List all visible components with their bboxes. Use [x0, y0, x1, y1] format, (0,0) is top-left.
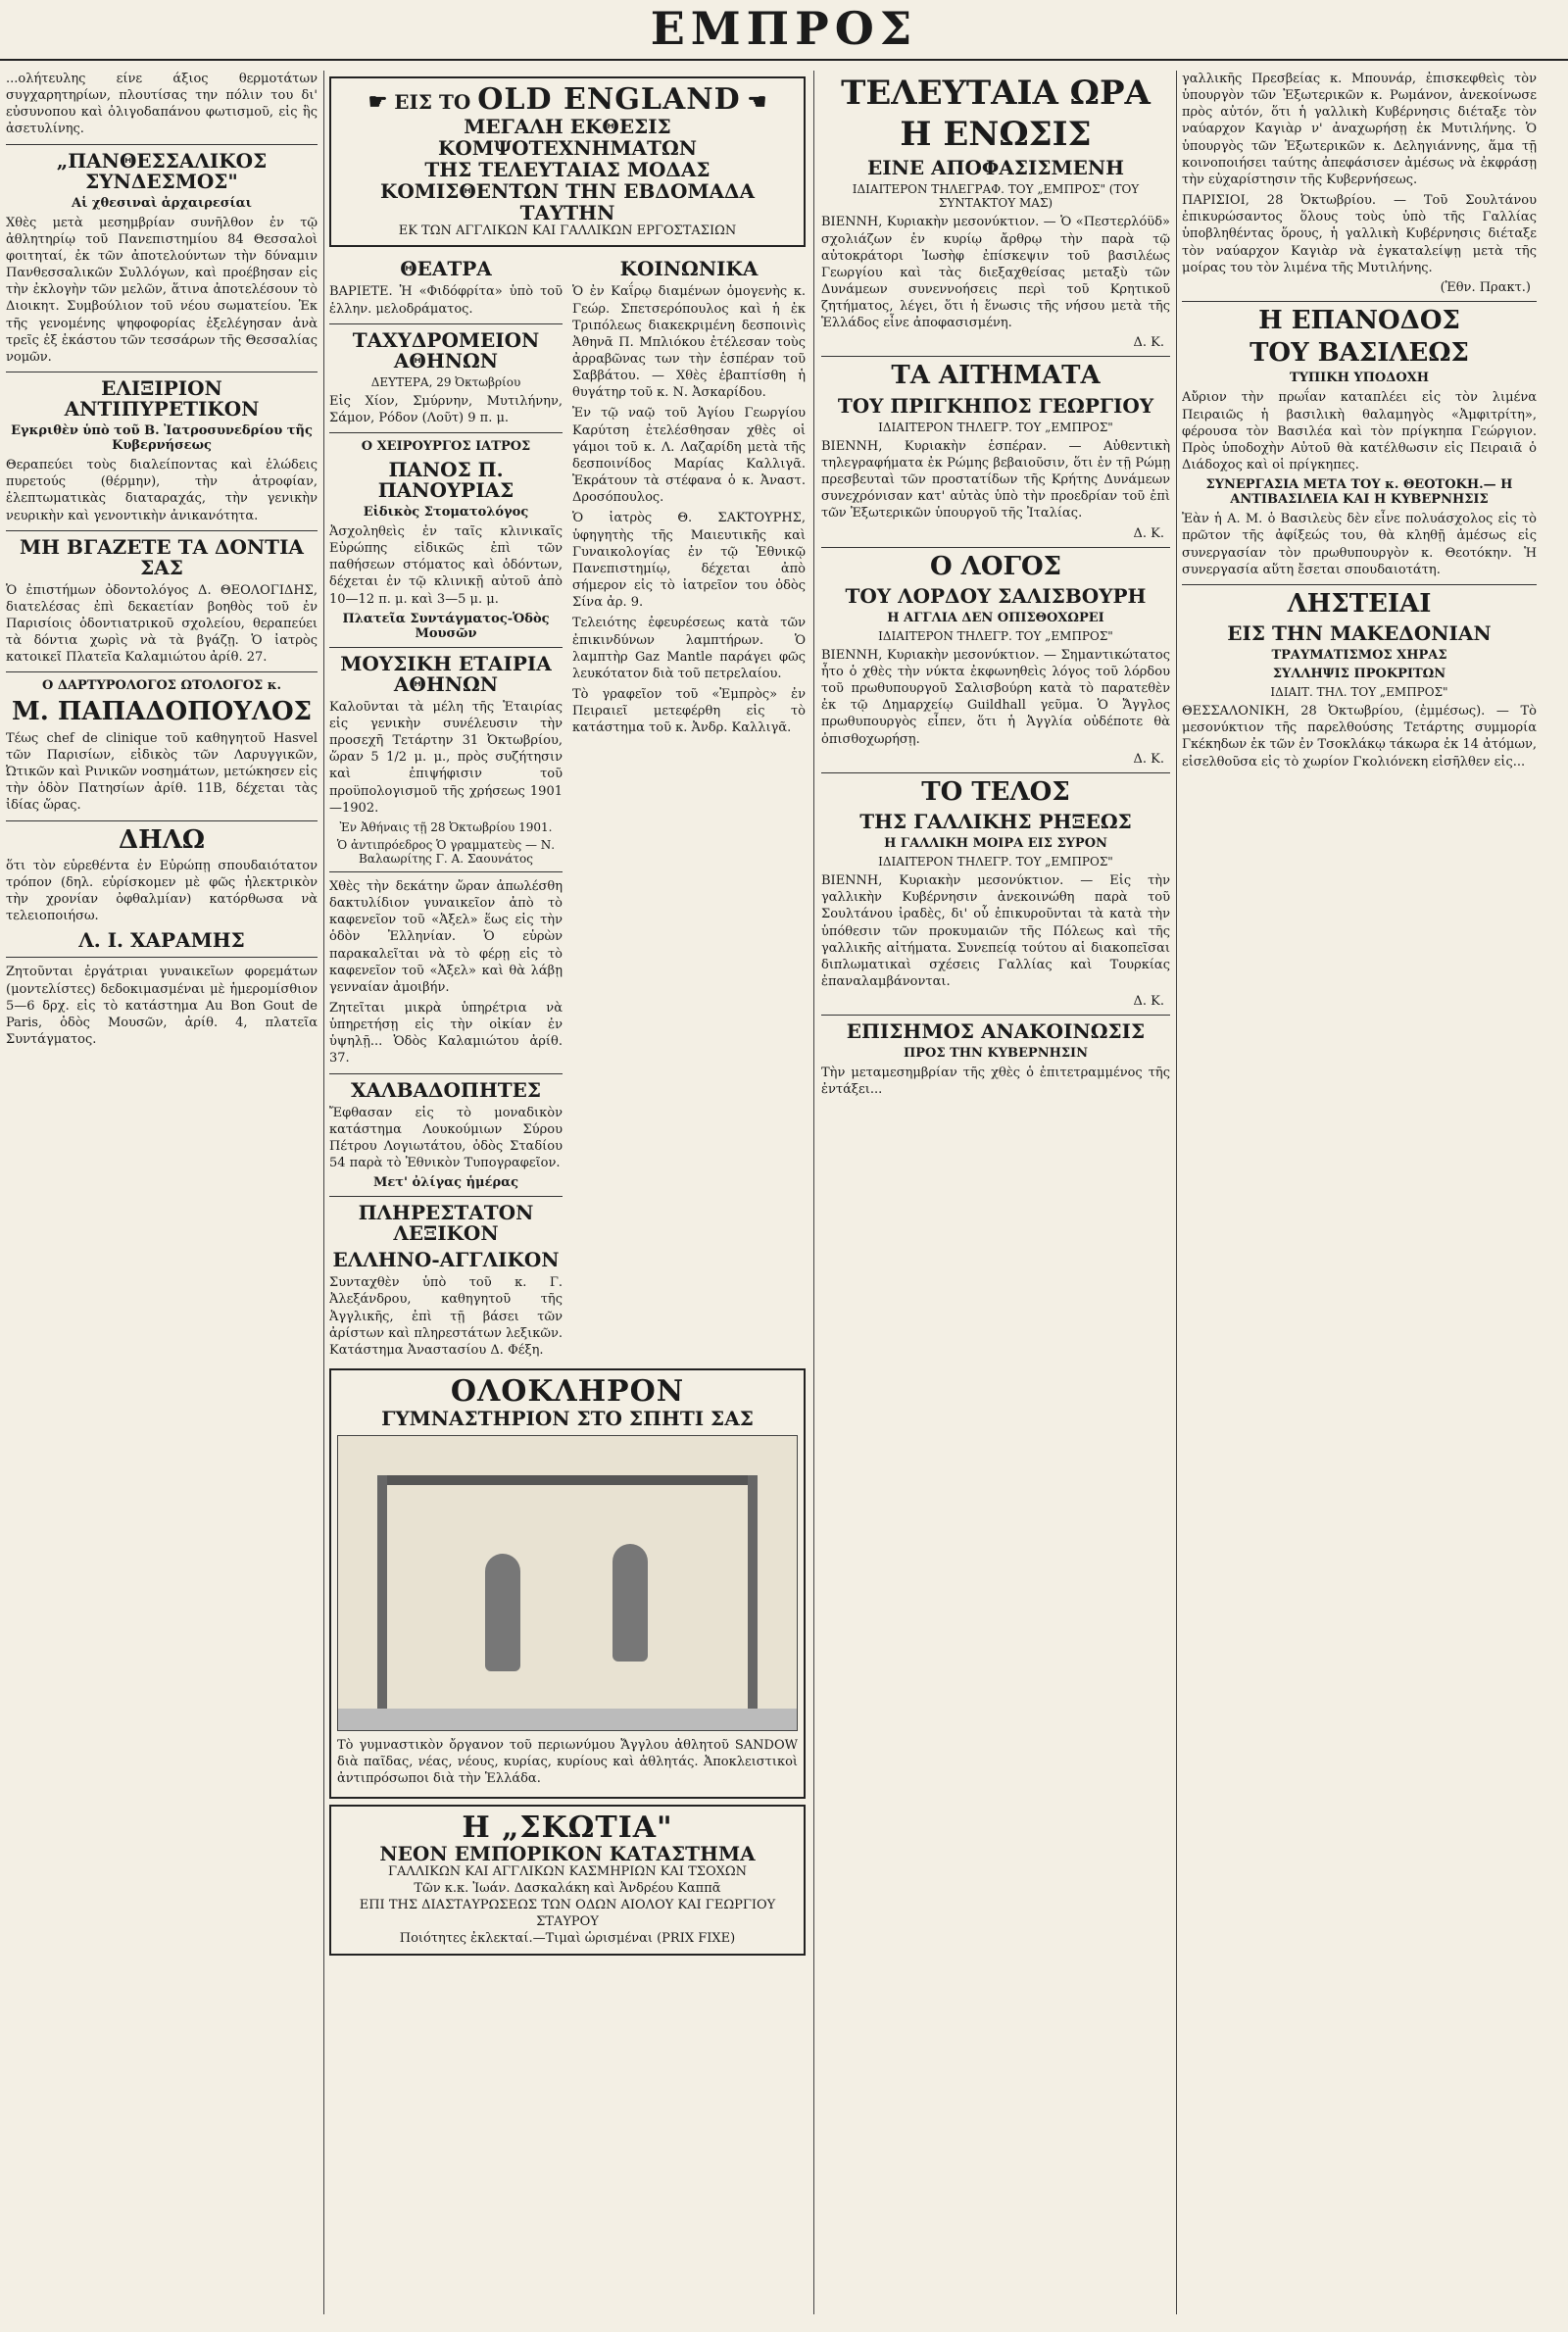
demands-headline: ΤΑ ΑΙΤΗΜΑΤΑ [891, 361, 1101, 391]
banditry-body: ΘΕΣΣΑΛΟΝΙΚΗ, 28 Ὀκτωβρίου, (ἐμμέσως). — Τὸ μεσονύκτιον τῆς παρελθούσης Τετάρτης συμμορία Γκέκηδων ἐκ τῶν ἐν Τσοκλάκῳ τάκωρα ἐκ 14 ἀτόμων, εἰσελθοῦσα εἰς τὸ χωρίον Γκολιόνεκη εἰσῆλθεν εἰς... [1182, 704, 1537, 769]
skotia-line: ΓΑΛΛΙΚΩΝ ΚΑΙ ΑΓΓΛΙΚΩΝ ΚΑΣΜΗΡΙΩΝ ΚΑΙ ΤΣΟΧΩΝ [387, 1864, 748, 1880]
ad-prefix: ΕΙΣ ΤΟ [394, 90, 471, 114]
paris-signature: (Ἐθν. Πρακτ.) [1440, 279, 1531, 295]
athletic-body: Χθὲς μετὰ μεσημβρίαν συνῆλθον ἐν τῷ ἀθλητηρίῳ τοῦ Πανεπιστημίου 84 Θεσσαλοὶ φοιτηταί, ἐκ τῶν ἀποτελούντων τὴν δύναμιν Πανθεσσαλικῶν Συλλόγων, καὶ προέβησαν εἰς τὴν ἐκλογὴν τῶν μελῶν, ἅτινα ἀποτελέσουν τὸ Διοικητ. Συμβούλιον τοῦ νέου σωματείου. Ἐκ τῆς γενομένης ψηφοφορίας ἐξελέγησαν ἀνὰ τρεῖς ἐξ ἑκάστου τῶν τεσσάρων τῆς Θεσσαλίας νομῶν. [6, 215, 318, 365]
lost-body: Χθὲς τὴν δεκάτην ὥραν ἀπωλέσθη δακτυλίδιον γυναικεῖον ἀπὸ τὸ καφενεῖον τοῦ «Ἀξελ» ἕως εἰς τὴν ὁδὸν Ἐλληνίαν. Ὁ εὑρὼν παρακαλεῖται νὰ τὸ φέρῃ εἰς τὸ καφενεῖον τοῦ «Ἀξελ» καὶ θὰ λάβῃ γενναίαν ἀμοιβήν. [329, 878, 563, 995]
skotia-headline: Η „ΣΚΩΤΙΑ" [462, 1810, 673, 1845]
banditry-subhead-2: ΤΡΑΥΜΑΤΙΣΜΟΣ ΧΗΡΑΣ [1271, 648, 1447, 664]
end-signature: Δ. Κ. [1133, 994, 1164, 1010]
dentist-name: Μ. ΠΑΠΑΔΟΠΟΥΛΟΣ [11, 697, 313, 727]
ad-week: ΚΟΜΙΣΘΕΝΤΩΝ ΤΗΝ ΕΒΔΟΜΑΔΑ ΤΑΥΤΗΝ [379, 178, 756, 224]
surgeon-name: ΠΑΝΟΣ Π. ΠΑΝΟΥΡΙΑΣ [377, 458, 514, 503]
paris-dateline: ΠΑΡΙΣΙΟΙ, 28 Ὀκτωβρίου. — Τοῦ Σουλτάνου ἐπικυρώσαντος ὅλους τοὺς ὑπὸ τῆς Γαλλίας ὑποβληθέντας ὅρους, ἡ γαλλικὴ Κυβέρνησις διέταξε τὸν ναύαρχον Καγιὰρ νὰ ἐγκαταλείψῃ μετὰ τῆς μοίρας του τὸν λιμένα τῆς Μυτιλήνης. [1182, 193, 1537, 275]
demands-signature: Δ. Κ. [1133, 525, 1164, 541]
social-body-2: Ἐν τῷ ναῷ τοῦ Ἁγίου Γεωργίου Καρύτση ἐτελέσθησαν χθὲς οἱ γάμοι τοῦ κ. Λ. Λαζαρίδη μετὰ τῆς δεσποινίδος Μαρίας Καλλιγᾶ. Ἐκράτουν τὰ στέφανα ὁ κ. Ἀναστ. Δροσόπουλος. [572, 406, 806, 506]
gym-subhead: ΓΥΜΝΑΣΤΗΡΙΟΝ ΣΤΟ ΣΠΗΤΙ ΣΑΣ [381, 1406, 754, 1430]
union-subhead: ΕΙΝΕ ΑΠΟΦΑΣΙΣΜΕΝΗ [866, 156, 1125, 180]
music-signature: Ὁ ἀντιπρόεδρος Ὁ γραμματεὺς — Ν. Βαλαωρίτης Γ. Α. Σαουνάτος [336, 837, 556, 866]
end-headline: ΤΟ ΤΕΛΟΣ [921, 776, 1070, 807]
paper-body: Τὸ γραφεῖον τοῦ «Ἐμπρὸς» ἐν Πειραιεῖ μετεφέρθη εἰς τὸ κατάστημα τοῦ κ. Ἀνδρ. Καλλιγᾶ. [572, 686, 806, 736]
dentist-body: Τέως chef de clinique τοῦ καθηγητοῦ Hasvel τῶν Παρισίων, εἰδικὸς τῶν Λαρυγγικῶν, Ὠτικῶν καὶ Ρινικῶν νοσημάτων, μετώκησεν εἰς τὴν ὁδὸν Πατησίων ἀρίθ. 11Β, δέχεται τὰς ἰδίας ὥρας. [6, 730, 318, 814]
teeth-body: Ὁ ἐπιστήμων ὀδοντολόγος Δ. ΘΕΟΛΟΓΙΔΗΣ, διατελέσας ἐπὶ δεκαετίαν βοηθὸς τοῦ ἐν Παρισίοις ὀδοντιατρικοῦ σχολείου, θεραπεύει τὰ δόντια χωρὶς νὰ τὰ βγάζῃ. Ὁ ἰατρὸς κατοικεῖ Πλατεῖα Καλαμιώτου ἀρίθ. 27. [6, 582, 318, 666]
music-headline: ΜΟΥΣΙΚΗ ΕΤΑΙΡΙΑ ΑΘΗΝΩΝ [340, 651, 552, 696]
doctor-body: Ὁ ἰατρὸς Θ. ΣΑΚΤΟΥΡΗΣ, ὑφηγητὴς τῆς Μαιευτικῆς καὶ Γυναικολογίας ἐν τῷ Ἐθνικῷ Πανεπιστημίῳ, δέχεται ἀπὸ σήμερον εἰς τὸ ἰατρεῖον του ὁδὸς Σίνα ἀρ. 9. [572, 511, 806, 611]
column-2-left [329, 253, 563, 1363]
dictionary-headline: ΠΛΗΡΕΣΤΑΤΟΝ ΛΕΞΙΚΟΝ [358, 1201, 534, 1246]
speech-subhead: ΤΟΥ ΛΟΡΔΟΥ ΣΑΛΙΣΒΟΥΡΗ [845, 583, 1147, 608]
notice-body: ὅτι τὸν εὑρεθέντα ἐν Εὐρώπῃ σπουδαιότατον τρόπον (δηλ. εὑρίσκομεν μὲ φῶς ἠλεκτρικὸν τὴν χρονίαν ὀφθαλμίαν) κατόρθωσα νὰ τελειοποιήσω. [6, 858, 318, 924]
union-signature: Δ. Κ. [1133, 335, 1164, 351]
skotia-owners: Τῶν κ.κ. Ἰωάν. Δασκαλάκη καὶ Ἀνδρέου Καππᾶ [414, 1881, 721, 1897]
return-subhead-2: ΤΥΠΙΚΗ ΥΠΟΔΟΧΗ [1289, 371, 1430, 386]
return-subhead: ΤΟΥ ΒΑΣΙΛΕΩΣ [1250, 338, 1469, 369]
theatre-body: ΒΑΡΙΕΤΕ. Ἡ «Φιδόφρίτα» ὑπὸ τοῦ ἑλλην. μελοδράματος. [329, 284, 563, 317]
masthead-rule [0, 59, 1568, 61]
speech-subhead-2: Η ΑΓΓΛΙΑ ΔΕΝ ΟΠΙΣΘΟΧΩΡΕΙ [887, 610, 1104, 625]
union-byline: ΙΔΙΑΙΤΕΡΟΝ ΤΗΛΕΓΡΑΦ. ΤΟΥ „ΕΜΠΡΟΣ" (ΤΟΥ ΣΥΝΤΑΚΤΟΥ ΜΑΣ) [852, 182, 1140, 211]
skotia-address: ΕΠΙ ΤΗΣ ΔΙΑΣΤΑΥΡΩΣΕΩΣ ΤΩΝ ΟΔΩΝ ΑΙΟΛΟΥ ΚΑΙ ΓΕΩΡΓΙΟΥ ΣΤΑΥΡΟΥ [359, 1898, 776, 1930]
return-body: Αὔριον τὴν πρωΐαν καταπλέει εἰς τὸν λιμένα Πειραιῶς ἡ βασιλικὴ θαλαμηγὸς «Ἀμφιτρίτη», φέρουσα τὸν Βασιλέα καὶ τὸν πρίγκηπα Γεώργιον. Πρὸς ὑποδοχὴν Αὐτοῦ θὰ κατέλθωσιν εἰς Πειραιᾶ ὁ Διάδοχος καὶ οἱ πρίγκηπες. [1182, 390, 1537, 473]
dictionary-name: ΕΛΛΗΝΟ-ΑΓΓΛΙΚΟΝ [332, 1248, 560, 1272]
dye-body: Ἔφθασαν εἰς τὸ μοναδικὸν κατάστημα Λουκούμιων Σύρου Πέτρου Λογιωτάτου, ὁδὸς Σταδίου 54 παρὰ τὸ Ἐθνικὸν Τυπογραφεῖον. [329, 1105, 563, 1171]
pointing-hand-icon: ☛ [368, 89, 388, 115]
surgeon-address: Πλατεῖα Συντάγματος-Ὁδὸς Μουσῶν [342, 611, 550, 641]
ad-factories: ΕΚ ΤΩΝ ΑΓΓΛΙΚΩΝ ΚΑΙ ΓΑΛΛΙΚΩΝ ΕΡΓΟΣΤΑΣΙΩΝ [398, 223, 737, 238]
post-body: Εἰς Χίον, Σμύρνην, Μυτιλήνην, Σάμον, Ρόδον (Λοῦτ) 9 π. μ. [329, 393, 563, 425]
continued-body: γαλλικῆς Πρεσβείας κ. Μπουνάρ, ἐπισκεφθεὶς τὸν ὑπουργὸν τῶν Ἐξωτερικῶν κ. Ρωμάνον, ἀνεκοίνωσε πρὸς αὐτόν, ὅτι ἡ γαλλικὴ Κυβέρνησις διέταξε τὸν ναύαρχον Καγιὰρ ν' ἀναχωρήσῃ ἐκ Μυτιλήνης. Ὁ ὑπουργὸς τῶν Ἐξωτερικῶν κ. Δεληγιάννης, ἅμα τῇ κοινοποιήσει ταύτης ἀπεφάσισεν ἀμέσως νὰ ἐκφράσῃ τὴν εὐχαρίστησιν τῆς Κυβερνήσεως. [1182, 72, 1537, 187]
skotia-footer: Ποιότητες ἐκλεκταί.—Τιμαὶ ὡρισμέναι (PRIX FIXE) [399, 1931, 736, 1947]
old-england-ad [329, 76, 806, 247]
post-headline: ΤΑΧΥΔΡΟΜΕΙΟΝ ΑΘΗΝΩΝ [352, 327, 540, 372]
teeth-headline: ΜΗ ΒΓΑΖΕΤΕ ΤΑ ΔΟΝΤΙΑ ΣΑΣ [20, 534, 304, 579]
epistle-body: Τὴν μεταμεσημβρίαν τῆς χθὲς ὁ ἐπιτετραμμένος τῆς ἐντάξει... [821, 1066, 1170, 1098]
social-headline: ΚΟΙΝΩΝΙΚΑ [619, 257, 759, 281]
column-3 [821, 71, 1170, 2314]
return-headline: Η ΕΠΑΝΟΔΟΣ [1258, 305, 1460, 335]
dye-extra: Μετ' ὀλίγας ἡμέρας [372, 1175, 519, 1191]
gym-illustration [337, 1435, 798, 1731]
notice-signature: Λ. Ι. ΧΑΡΑΜΗΣ [78, 928, 245, 953]
masthead [0, 0, 1568, 69]
speech-headline: Ο ΛΟΓΟΣ [929, 551, 1061, 581]
column-4 [1182, 71, 1537, 2314]
return-body-2: Ἐὰν ἡ Α. Μ. ὁ Βασιλεὺς δὲν εἶνε πολυάσχολος εἰς τὸ πρῶτον τῆς ἀφίξεώς του, θὰ κληθῇ ἀμέσως εἰς συνεργασίαν τὸν πρωθυπουργὸν κ. Θεοτόκην. Ἡ συνεργασία αὕτη ἔσεται σπουδαιοτάτη. [1182, 512, 1537, 577]
pointing-hand-icon: ☚ [747, 89, 767, 115]
return-mid: ΣΥΝΕΡΓΑΣΙΑ ΜΕΤΑ ΤΟΥ κ. ΘΕΟΤΟΚΗ.— Η ΑΝΤΙΒΑΣΙΛΕΙΑ ΚΑΙ Η ΚΥΒΕΡΝΗΣΙΣ [1205, 477, 1513, 508]
demands-subhead: ΤΟΥ ΠΡΙΓΚΗΠΟΣ ΓΕΩΡΓΙΟΥ [837, 393, 1154, 418]
surgeon-specialty: Εἰδικὸς Στοματολόγος [363, 505, 529, 521]
social-body: Ὁ ἐν Καΐρῳ διαμένων ὁμογενὴς κ. Γεώρ. Σπετσερόπουλος καὶ ἡ ἐκ Τριπόλεως διακεκριμένη δεσποινὶς Ἀθηνᾶ Π. Μπλιόκου ἐτέλεσαν τοὺς ἀρραβῶνας των τὴν ἑσπέραν τοῦ Σαββάτου. — Χθὲς ἐβαπτίσθη ἡ θυγάτηρ τοῦ κ. Ν. Ἀσκαρίδου. [572, 284, 806, 401]
music-body: Καλοῦνται τὰ μέλη τῆς Ἑταιρίας εἰς γενικὴν συνέλευσιν τὴν προσεχῆ Τετάρτην 31 Ὀκτωβρίου, ὥραν 5 1/2 μ. μ., πρὸς συζήτησιν καὶ ἐπιψήφισιν τοῦ προϋπολογισμοῦ τῆς χρήσεως 1901—1902. [329, 699, 563, 816]
gymnasium-ad [329, 1368, 806, 1799]
medicine-headline: ΕΛΙΞΙΡΙΟΝ ΑΝΤΙΠΥΡΕΤΙΚΟΝ [64, 376, 260, 422]
gym-body: Τὸ γυμναστικὸν ὄργανον τοῦ περιωνύμου Ἄγγλου ἀθλητοῦ SANDOW διὰ παῖδας, νέας, νέους, κυρίας, κυρίους καὶ ἀθλητάς. Ἀποκλειστικοὶ ἀντιπρόσωποι διὰ τὴν Ἑλλάδα. [337, 1737, 798, 1786]
notice-headline: ΔΗΛΩ [118, 824, 206, 855]
music-date: Ἐν Ἀθήναις τῇ 28 Ὀκτωβρίου 1901. [339, 819, 553, 834]
tele-body: Τελειότης ἐφευρέσεως κατὰ τῶν ἐπικινδύνων λαμπτήρων. Ὁ λαμπτὴρ Gaz Mantle παράγει φῶς λευκότατον διὰ τοῦ πετρελαίου. [572, 616, 806, 681]
athletic-subhead: Αἱ χθεσιναὶ ἀρχαιρεσίαι [72, 195, 252, 211]
surgeon-body: Ἀσχοληθεὶς ἐν ταῖς κλινικαῖς Εὐρώπης εἰδικῶς ἐπὶ τῶν παθήσεων στόματος καὶ ὀδόντων, δέχεται ἐν τῷ κλινικῇ αὐτοῦ ἀπὸ 10—12 π. μ. καὶ 3—5 μ. μ. [329, 524, 563, 607]
medicine-body: Θεραπεύει τοὺς διαλείποντας καὶ ἑλώδεις πυρετούς (θέρμην), τὴν ἀτροφίαν, ἐλεπτωματικὰς διαταραχάς, τὴν γενικὴν νευρικὴν καὶ γενοντικὴν ἀνικανότητα. [6, 458, 318, 523]
demands-byline: ΙΔΙΑΙΤΕΡΟΝ ΤΗΛΕΓΡ. ΤΟΥ „ΕΜΠΡΟΣ" [878, 420, 1113, 434]
epistle-headline: ΕΠΙΣΗΜΟΣ ΑΝΑΚΟΙΝΩΣΙΣ [846, 1019, 1146, 1044]
dentist-label: Ο ΔΑΡΤΥΡΟΛΟΓΟΣ ΩΤΟΛΟΓΟΣ κ. [41, 678, 282, 694]
ad-store-name: OLD ENGLAND [477, 82, 741, 117]
ad-exhibit: ΜΕΓΑΛΗ ΕΚΘΕΣΙΣ ΚΟΜΨΟΤΕΧΝΗΜΑΤΩΝ [437, 114, 698, 160]
column-divider [813, 71, 814, 2314]
theatre-headline: ΘΕΑΤΡΑ [400, 257, 492, 281]
ad-fashion: ΤΗΣ ΤΕΛΕΥΤΑΙΑΣ ΜΟΔΑΣ [424, 157, 710, 181]
banditry-subhead: ΕΙΣ ΤΗΝ ΜΑΚΕΔΟΝΙΑΝ [1227, 621, 1492, 646]
skotia-ad [329, 1805, 806, 1956]
post-date: ΔΕΥΤΕΡΑ, 29 Ὀκτωβρίου [370, 374, 521, 389]
union-headline: Η ΕΝΩΣΙΣ [900, 114, 1092, 154]
column-1 [6, 71, 318, 2314]
column-divider [323, 71, 324, 2314]
end-byline: ΙΔΙΑΙΤΕΡΟΝ ΤΗΛΕΓΡ. ΤΟΥ „ΕΜΠΡΟΣ" [878, 855, 1113, 869]
speech-body: ΒΙΕΝΝΗ, Κυριακὴν μεσονύκτιον. — Σημαντικώτατος ἦτο ὁ χθὲς τὴν νύκτα ἐκφωνηθεὶς λόγος τοῦ λόρδου τοῦ πρωθυπουργοῦ Σαλισβούρη κατὰ τὸ παρατεθὲν ἐκ τῷ Δημαρχείῳ Guildhall γεῦμα. Ὁ Ἄγγλος πρωθυπουργὸς εἶπεν, ὅτι ἡ Ἀγγλία οὐδέποτε θὰ ὀπισθοχωρήσῃ. [821, 647, 1170, 747]
column-divider [1176, 71, 1177, 2314]
end-subhead-2: Η ΓΑΛΛΙΚΗ ΜΟΙΡΑ ΕΙΣ ΣΥΡΟΝ [884, 836, 1107, 852]
skotia-subhead: ΝΕΟΝ ΕΜΠΟΡΙΚΟΝ ΚΑΤΑΣΤΗΜΑ [379, 1842, 756, 1866]
end-body: ΒΙΕΝΝΗ, Κυριακὴν μεσονύκτιον. — Εἰς τὴν γαλλικὴν Κυβέρνησιν ἀνεκοινώθη παρὰ τοῦ Σουλτάνου ἰραδὲς, δι' οὗ ἐπικυροῦνται τὰ κατὰ τὴν ὑπόθεσιν τῶν προκυμαιῶν τῆς Πόλεως καὶ τῆς γαλλικῆς αἰτήματα. Συνεπείᾳ τούτου αἱ διακοπεῖσαι διπλωματικαὶ σχέσεις Γαλλίας καὶ Τουρκίας ἐπαναλαμβάνονται. [821, 873, 1170, 990]
surgeon-label: Ο ΧΕΙΡΟΥΡΓΟΣ ΙΑΤΡΟΣ [361, 439, 531, 455]
union-body: ΒΙΕΝΝΗ, Κυριακὴν μεσονύκτιον. — Ὁ «Πεστερλόϋδ» σχολιάζων ἐν κυρίῳ ἄρθρῳ τὴν παρὰ τῷ αὐτοκράτορι Ἰωσὴφ ἐπίσκεψιν τοῦ βασιλέως Γεωργίου καὶ τὰς διεξαχθείσας μεταξὺ τῶν Δυνάμεων συνεννοήσεις περὶ τοῦ Κρητικοῦ ζητήματος, λέγει, ὅτι ἡ ἕνωσις τῆς νήσου μετὰ τῆς Ἑλλάδος εἶνε ἀποφασισμένη. [821, 215, 1170, 331]
demands-body: ΒΙΕΝΝΗ, Κυριακὴν ἑσπέραν. — Αὐθεντικὴ τηλεγραφήματα ἐκ Ρώμης βεβαιοῦσιν, ὅτι ἐν τῇ Ρώμῃ πρεσβευταὶ τῶν προστατίδων τῆς Κρήτης Δυνάμεων συνεχρόνισαν κατ' αὐτὰς ὑπὸ τὴν προεδρίαν τοῦ ἐπὶ τῶν Ἐξωτερικῶν ὑπουργοῦ τῆς Ἰταλίας. [821, 438, 1170, 521]
column-2 [329, 71, 806, 2314]
speech-byline: ΙΔΙΑΙΤΕΡΟΝ ΤΗΛΕΓΡ. ΤΟΥ „ΕΜΠΡΟΣ" [878, 628, 1113, 643]
footer-ad: Ζητοῦνται ἐργάτριαι γυναικεῖων φορεμάτων (μοντελίστες) δεδοκιμασμέναι μὲ ἡμερομίσθιον 5—6 δρχ. εἰς τὸ κατάστημα Au Bon Gout de Paris, ὁδὸς Μουσῶν, ἀρίθ. 4, πλατεῖα Συντάγματος. [6, 965, 318, 1048]
gym-headline: ΟΛΟΚΛΗΡΟΝ [450, 1374, 685, 1410]
column-2-split [329, 253, 806, 1363]
medicine-subhead: Εγκριθὲν ὑπὸ τοῦ Β. Ἰατροσυνεδρίου τῆς Κυβερνήσεως [11, 423, 313, 454]
want-body: Ζητεῖται μικρὰ ὑπηρέτρια νὰ ὑπηρετήσῃ εἰς τὴν οἰκίαν ἐν ὑψηλῇ... Ὁδὸς Καλαμιώτου ἀρίθ. 37. [329, 1000, 563, 1067]
banditry-byline: ΙΔΙΑΙΤ. ΤΗΛ. ΤΟΥ „ΕΜΠΡΟΣ" [1270, 685, 1448, 700]
speech-signature: Δ. Κ. [1133, 751, 1164, 767]
dye-headline: ΧΑΛΒΑΔΟΠΗΤΕΣ [351, 1077, 541, 1102]
end-subhead: ΤΗΣ ΓΑΛΛΙΚΗΣ ΡΗΞΕΩΣ [859, 810, 1132, 834]
athletic-headline: „ΠΑΝΘΕΣΣΑΛΙΚΟΣ ΣΥΝΔΕΣΜΟΣ" [56, 148, 268, 193]
latest-headline: ΤΕΛΕΥΤΑΙΑ ΩΡΑ [841, 74, 1151, 113]
column-2-right [572, 253, 806, 1363]
banditry-subhead-3: ΣΥΛΛΗΨΙΣ ΠΡΟΚΡΙΤΩΝ [1272, 667, 1446, 682]
article-intro: ...ολήτευλης είνε άξιος θερμοτάτων συγχαρητηρίων, πλουτίσας την πόλιν του δι' εὐσυνοπου καὶ ὀλιγοδαπάνου φωτισμοῦ, εἰς ἣς ἀσετυλίνης. [6, 72, 318, 137]
epistle-subhead: ΠΡΟΣ ΤΗΝ ΚΥΒΕΡΝΗΣΙΝ [903, 1046, 1089, 1062]
dictionary-body: Συνταχθὲν ὑπὸ τοῦ κ. Γ. Ἀλεξάνδρου, καθηγητοῦ τῆς Ἀγγλικῆς, ἐπὶ τῇ βάσει τῶν ἀρίστων καὶ πληρεστάτων λεξικῶν. Κατάστημα Ἀναστασίου Δ. Φέξη. [329, 1275, 563, 1358]
masthead-title: ΕΜΠΡΟΣ [650, 2, 918, 55]
banditry-headline: ΛΗΣΤΕΙΑΙ [1287, 588, 1432, 619]
